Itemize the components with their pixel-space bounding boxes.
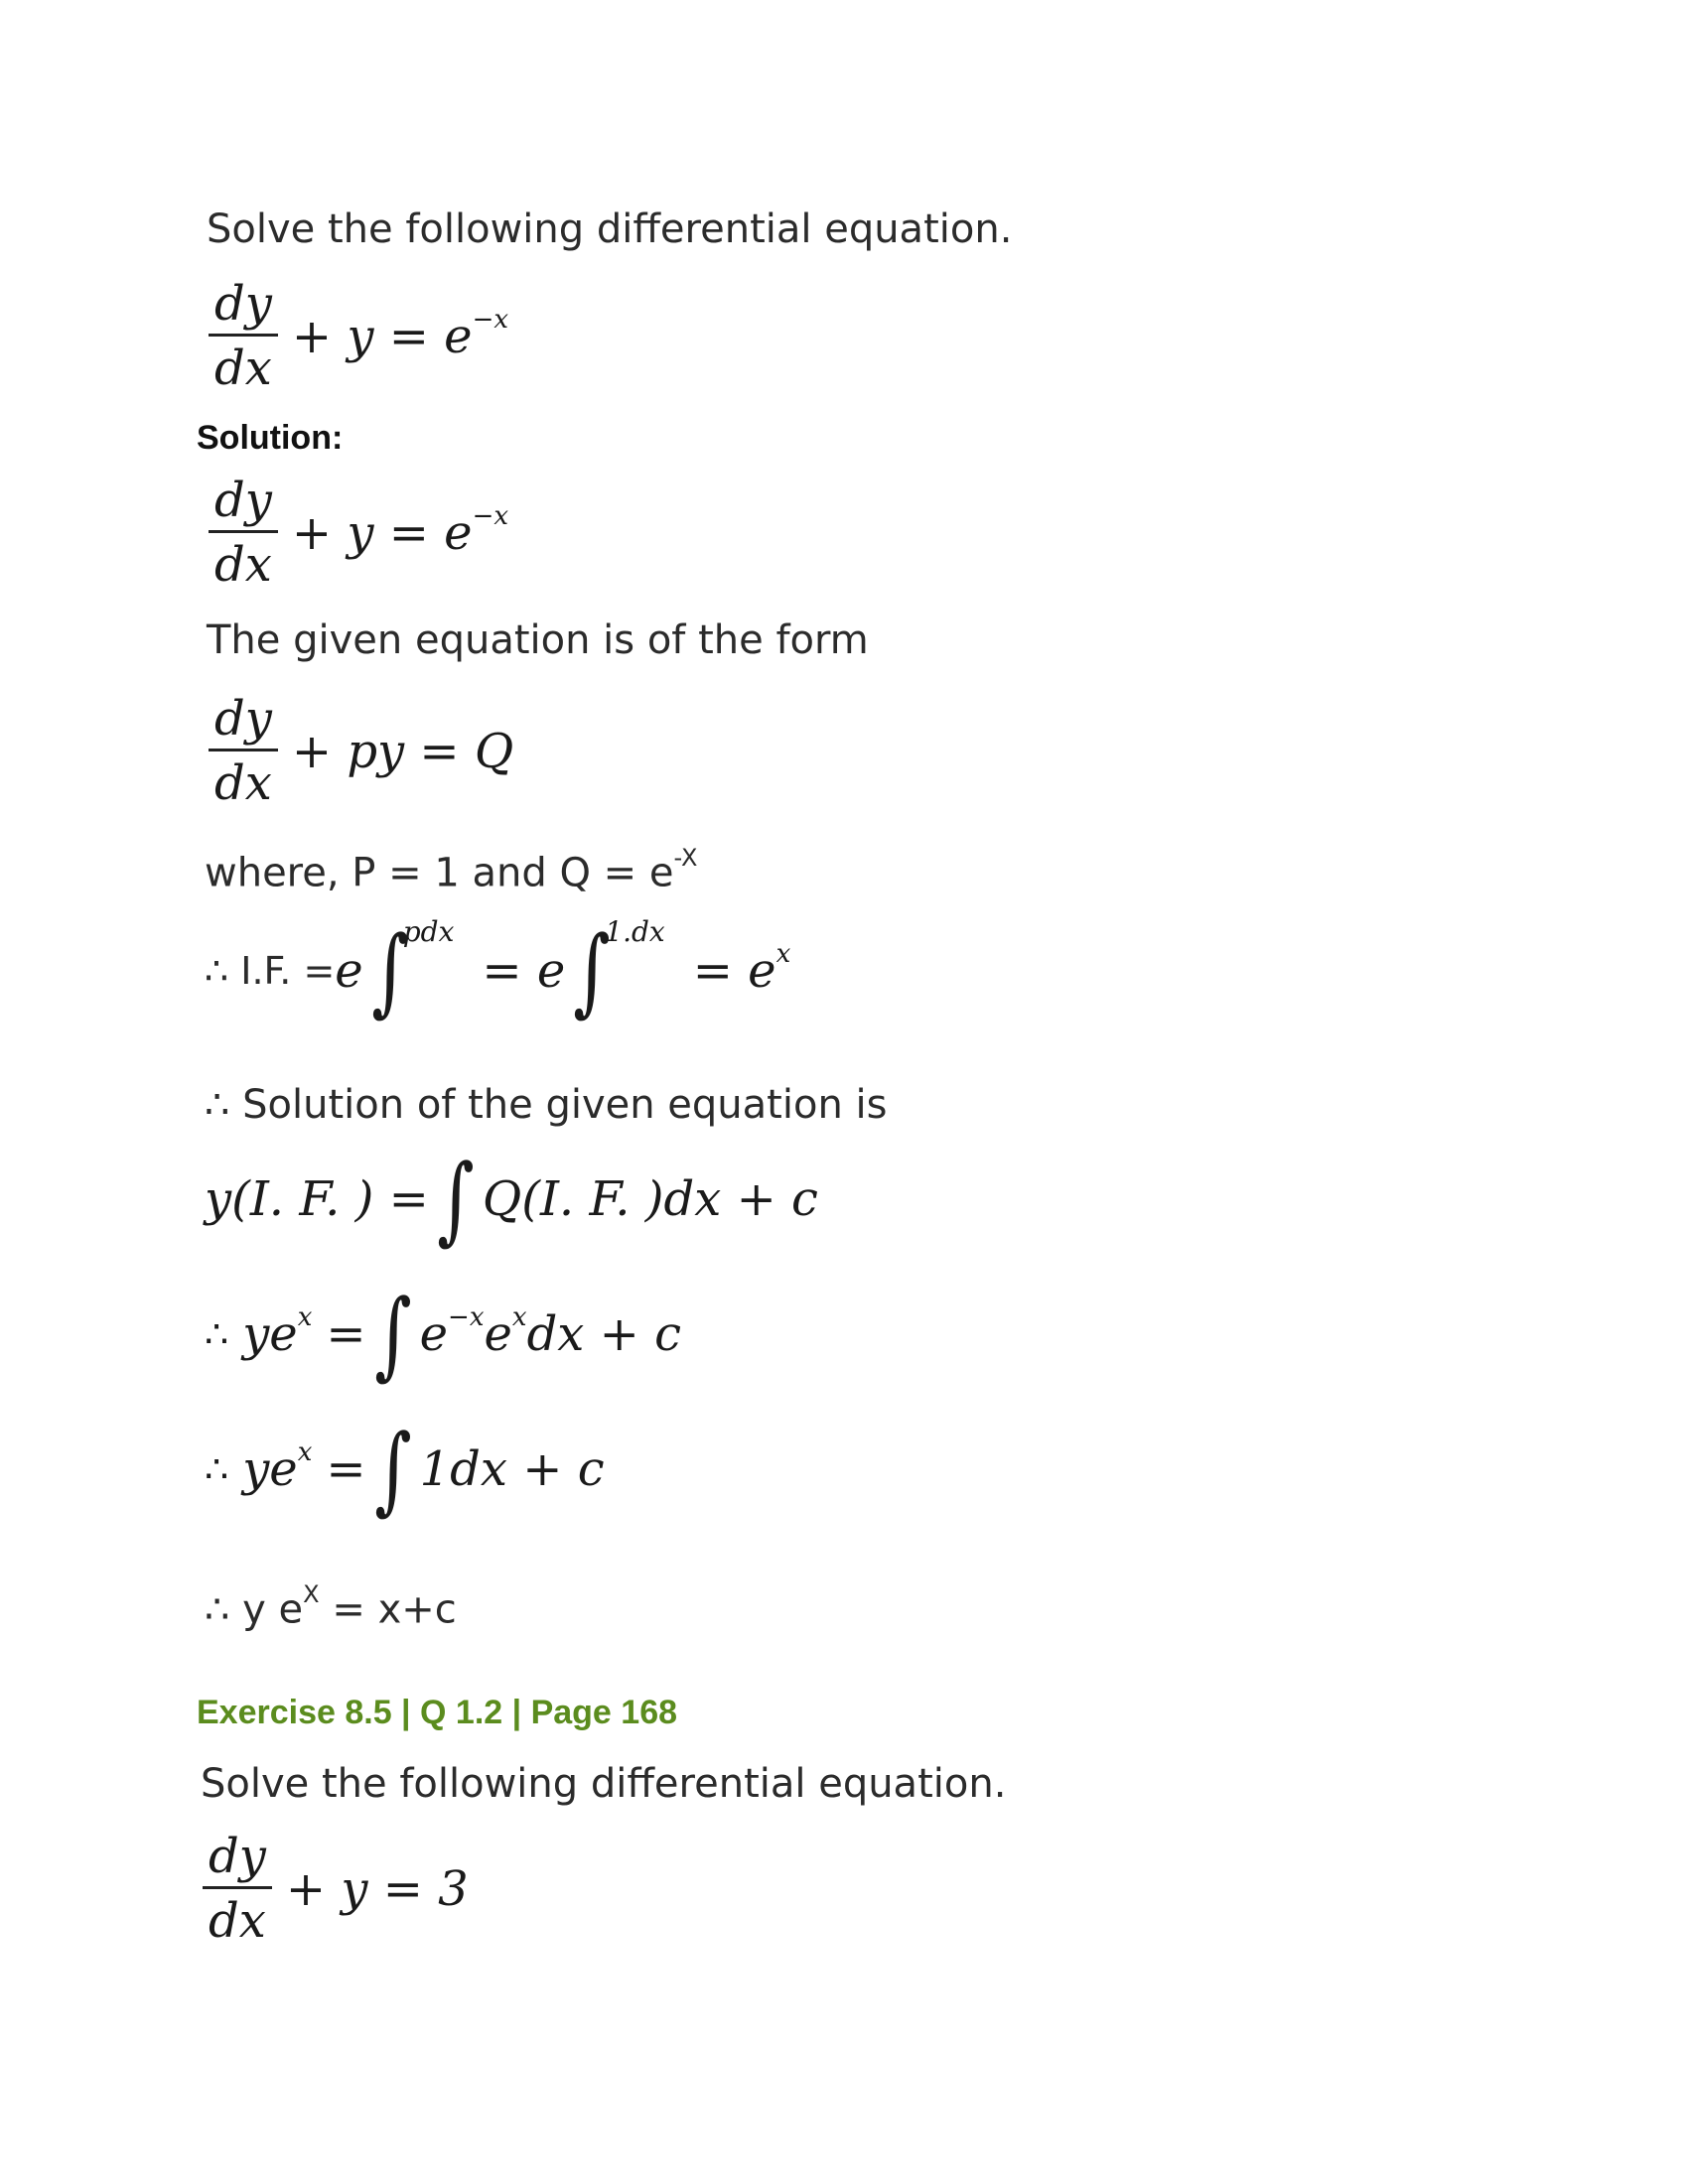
fraction-dy-dx <box>209 691 278 811</box>
fraction-dy-dx <box>209 473 278 593</box>
where-text: where, P = 1 and $Q = e^{-X}$ <box>205 844 698 896</box>
integral-icon: ∫ <box>573 915 612 1026</box>
equals-sign: = <box>326 1441 366 1497</box>
therefore-text: ∴ Solution of the given equation is <box>205 1082 888 1128</box>
fraction-numerator: dy <box>203 1833 272 1889</box>
integral-icon: ∫ <box>370 915 409 1026</box>
question-prompt: Solve the following differential equation. <box>207 206 1013 252</box>
fraction-denominator: dx <box>214 755 272 811</box>
equation-rhs: + $y = e^{-x}$ <box>291 304 509 364</box>
final-answer: ∴ y $e^X = x+c$ <box>205 1580 457 1633</box>
fraction-dy-dx <box>203 1829 272 1949</box>
fraction-numerator: dy <box>209 477 278 533</box>
line-rhs: $e^{-x}e^xdx + c$ <box>419 1302 681 1362</box>
line-rhs: 1dx + c <box>419 1441 605 1497</box>
integral-icon: ∫ <box>373 1279 412 1390</box>
therefore-symbol: ∴ <box>205 1447 229 1491</box>
question-equation <box>209 276 509 396</box>
question-equation <box>203 1829 469 1949</box>
equation-rhs: + $y = e^{-x}$ <box>291 500 509 561</box>
if-result: = $e^x$ <box>692 939 791 999</box>
form-text: The given equation is of the form <box>207 617 869 663</box>
fraction-dy-dx <box>209 276 278 396</box>
solution-line-3 <box>205 1414 605 1525</box>
solution-line-1 <box>205 1144 818 1255</box>
integral-limit: 1.dx <box>605 914 665 948</box>
if-prefix: ∴ I.F. = <box>205 949 336 993</box>
equals-sign: = <box>326 1306 366 1362</box>
exercise-header-link[interactable]: Exercise 8.5 | Q 1.2 | Page 168 <box>197 1694 678 1731</box>
if-base: e <box>335 943 363 999</box>
fraction-denominator: dx <box>214 341 272 396</box>
line-rhs: Q(I. F. )dx + c <box>482 1171 818 1227</box>
solution-equation-1 <box>209 473 509 593</box>
integrating-factor-line <box>205 914 791 1026</box>
fraction-numerator: dy <box>209 280 278 337</box>
fraction-numerator: dy <box>209 695 278 751</box>
line-lhs: $ye^x$ <box>242 1302 313 1362</box>
integral-icon: ∫ <box>373 1414 412 1525</box>
fraction-denominator: dx <box>209 1893 266 1949</box>
line-lhs: $ye^x$ <box>242 1437 313 1497</box>
general-form-equation <box>209 691 514 811</box>
integral-icon: ∫ <box>437 1144 475 1255</box>
equation-rhs: + y = 3 <box>285 1860 469 1917</box>
solution-heading: Solution: <box>197 419 344 457</box>
question-prompt: Solve the following differential equation. <box>201 1761 1007 1807</box>
line-lhs: y(I. F. ) = <box>205 1171 429 1227</box>
equation-rhs: + py = Q <box>291 723 514 779</box>
integral-limit: pdx <box>402 914 455 948</box>
therefore-symbol: ∴ <box>205 1312 229 1356</box>
fraction-denominator: dx <box>214 537 272 593</box>
solution-line-2 <box>205 1279 681 1390</box>
if-equals: = e <box>482 943 566 999</box>
